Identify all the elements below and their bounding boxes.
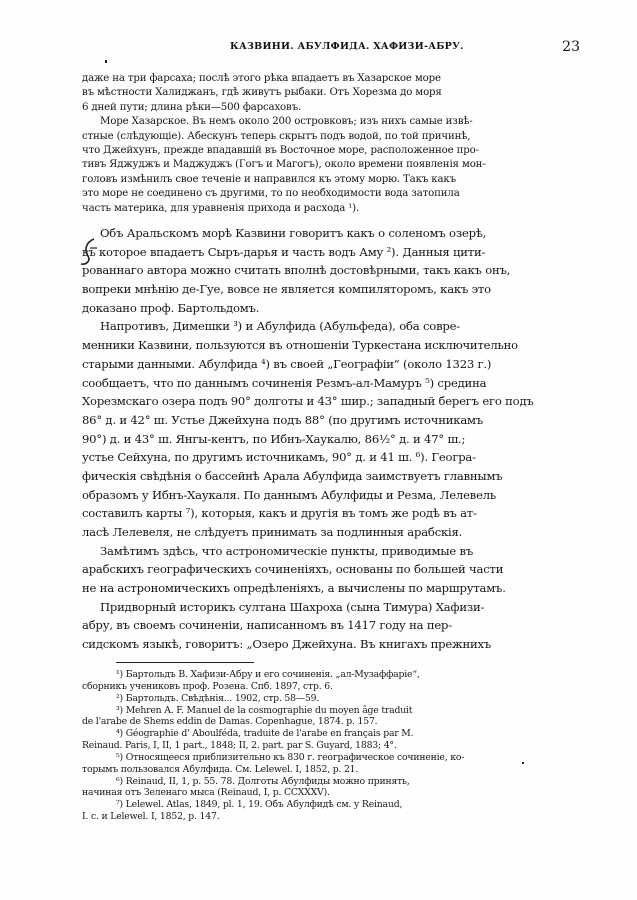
text-line: рованнаго автора можно считать вполнѣ достовѣрными, такъ какъ онъ,	[82, 263, 511, 278]
text-line: фическія свѣдѣнія о бассейнѣ Арала Абулфида заимствуетъ главнымъ	[82, 468, 503, 483]
margin-ink-mark-icon	[78, 236, 100, 268]
text-line: головъ измѣнилъ свое теченіе и направился къ этому морю. Такъ какъ	[82, 173, 456, 185]
text-line: это море не соединено съ другими, то по необходимости вода затопила	[82, 188, 460, 200]
text-line: не на астрономическихъ опредѣленіяхъ, а вычислены по маршрутамъ.	[82, 581, 506, 596]
paragraph-block-khazar-sea	[82, 72, 579, 216]
text-line: тивъ Яджуджъ и Маджуджъ (Гогъ и Магогъ), около времени появленія мон-	[82, 159, 486, 171]
text-line: въ мѣстности Халиджанъ, гдѣ живутъ рыбаки. Отъ Хорезма до моря	[82, 87, 442, 99]
text-line: сообщаетъ, что по даннымъ сочиненія Резмъ-ал-Мамуръ ⁵) средина	[82, 375, 487, 390]
footnote-line: сборникъ учениковъ проф. Розена. Спб. 1897, стр. 6.	[82, 680, 333, 692]
text-line: старыми данными. Абулфида ⁴) въ своей „Географіи“ (около 1323 г.)	[82, 356, 492, 371]
footnote-line: торымъ пользовался Абулфида. См. Lelewel. I, 1852, p. 21.	[82, 763, 359, 775]
text-line: абру, въ своемъ сочиненіи, написанномъ въ 1417 году на пер-	[82, 618, 452, 633]
text-line: устье Сейхуна, по другимъ источникамъ, 90° д. и 41 ш. ⁶). Геогра-	[82, 450, 476, 465]
footnote-line: начиная отъ Зеленаго мыса (Reinaud, I, p. CCXXXV).	[82, 787, 330, 799]
footnotes	[82, 669, 579, 823]
footnote-line: ³) Mehren A. F. Manuel de la cosmographie du moyen âge traduit	[116, 704, 413, 716]
text-line: составилъ карты ⁷), которыя, какъ и другія въ томъ же родѣ въ ат-	[82, 506, 477, 521]
text-line: арабскихъ географическихъ сочиненіяхъ, основаны по большей части	[82, 562, 504, 577]
text-line: 86° д. и 42° ш. Устье Джейхуна подъ 88° (по другимъ источникамъ	[82, 412, 484, 427]
text-line: часть материка, для уравненія прихода и расхода ¹).	[82, 202, 360, 214]
text-line: Замѣтимъ здѣсь, что астрономическіе пункты, приводимые въ	[100, 543, 474, 558]
text-line: сидскомъ языкѣ, говоритъ: „Озеро Джейхуна. Въ книгахъ прежнихъ	[82, 637, 492, 652]
running-title: КАЗВИНИ. АБУЛФИДА. ХАФИЗИ-АБРУ.	[230, 41, 464, 52]
footnote-line: de l'arabe de Shems eddin de Damas. Copenhague, 1874. p. 157.	[82, 716, 378, 728]
footnote-line: ⁷) Lelewel. Atlas, 1849, pl. 1, 19. Объ Абулфидѣ см. у Reinaud,	[116, 799, 403, 811]
footnote-line: ⁶) Reinaud, II, 1, p. 55. 78. Долготы Абулфиды можно принять,	[116, 775, 410, 787]
footnote-line: ²) Бартольдъ. Свѣдѣнія... 1902, стр. 58—59.	[116, 692, 320, 704]
text-line: стные (слѣдующіе). Абескунъ теперь скрытъ подъ водой, по той причинѣ,	[82, 130, 471, 142]
paragraph-block-aral-sea	[82, 224, 579, 654]
page-number: 23	[562, 39, 580, 55]
text-line: 90°) д. и 43° ш. Янгы-кентъ, по Ибнъ-Хаукалю, 86½° д. и 47° ш.;	[82, 431, 466, 446]
footnote-line: I. с. и Lelewel. I, 1852, p. 147.	[82, 811, 220, 823]
text-line: Напротивъ, Димешки ³) и Абулфида (Абульфеда), оба совре-	[100, 319, 461, 334]
footnote-divider	[116, 662, 254, 663]
text-line: что Джейхунъ, прежде впадавшій въ Восточное море, расположенное про-	[82, 144, 479, 156]
text-line: Хорезмскаго озера подъ 90° долготы и 43° шир.; западный берегъ его подъ	[82, 394, 534, 409]
ink-speck	[105, 60, 107, 63]
footnote-line: ¹) Бартольдъ В. Хафизи-Абру и его сочиненія. „ал-Музаффаріе“,	[116, 669, 420, 680]
text-line: даже на три фарсаха; послѣ этого рѣка впадаетъ въ Хазарское море	[82, 73, 441, 84]
text-line: вопреки мнѣнію де-Гуе, вовсе не является компиляторомъ, какъ это	[82, 282, 491, 297]
footnote-line: ⁵) Относящееся приблизительно къ 830 г. географическое сочиненіе, ко-	[116, 751, 465, 763]
text-line: въ которое впадаетъ Сыръ-дарья и часть водъ Аму ²). Данныя цити-	[82, 244, 486, 259]
text-line: образомъ у Ибнъ-Хаукаля. По даннымъ Абулфиды и Резма, Лелевель	[82, 487, 497, 502]
text-line: Море Хазарское. Въ немъ около 200 островковъ; изъ нихъ самые извѣ-	[100, 116, 473, 128]
text-line: 6 дней пути; длина рѣки—500 фарсаховъ.	[82, 101, 302, 113]
text-line: ласѣ Лелевеля, не слѣдуетъ принимать за подлинныя арабскія.	[82, 525, 463, 539]
text-line: менники Казвини, пользуются въ отношеніи Туркестана исключительно	[82, 338, 518, 353]
text-line: Объ Аральскомъ морѣ Казвини говоритъ какъ о соленомъ озерѣ,	[100, 226, 487, 240]
page-header	[80, 41, 580, 59]
footnote-line: ⁴) Géographie d' Aboulféda, traduite de l'arabe en français par M.	[116, 728, 414, 740]
footnote-line: Reinaud. Paris, I, II, 1 part., 1848; II, 2. part. par S. Guyard, 1883; 4°.	[82, 740, 397, 752]
ink-speck	[522, 762, 524, 764]
text-line: доказано проф. Бартольдомъ.	[82, 300, 260, 315]
text-line: Придворный историкъ султана Шахроха (сына Тимура) Хафизи-	[100, 599, 485, 614]
